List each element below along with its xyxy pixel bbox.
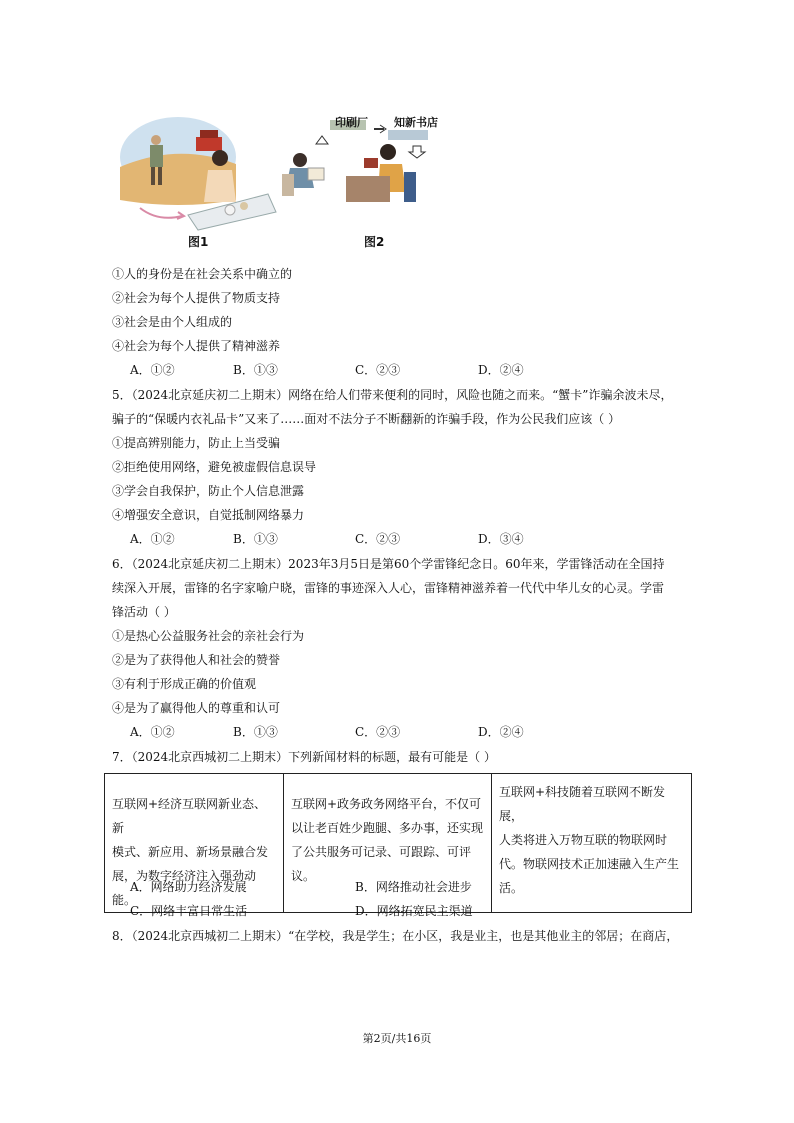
q6-option-b[interactable]: B．①③ — [233, 725, 278, 739]
q5-statement-4: ④增强安全意识，自觉抵制网络暴力 — [112, 508, 305, 522]
q5-option-c[interactable]: C．②③ — [355, 532, 401, 546]
q5-stem-line-2: 骗子的“保暖内衣礼品卡”又来了……面对不法分子不断翻新的诈骗手段，作为公民我们应该（ ） — [112, 412, 621, 426]
q6-stem-line-1: 6．（2024北京延庆初二上期末）2023年3月5日是第60个学雷锋纪念日。60年来，学雷锋活动在全国持 — [112, 557, 665, 571]
q5-statement-2: ②拒绝使用网络，避免被虚假信息误导 — [112, 460, 317, 474]
q4-statement-4: ④社会为每个人提供了精神滋养 — [112, 339, 281, 353]
q6-statement-4: ④是为了赢得他人的尊重和认可 — [112, 701, 281, 715]
fig1-label: 图1 — [188, 235, 209, 249]
q4-option-b[interactable]: B．①③ — [233, 363, 278, 377]
page-number: 第2页/共16页 — [362, 1032, 432, 1045]
q4-statement-1: ①人的身份是在社会关系中确立的 — [112, 267, 293, 281]
q4-option-d[interactable]: D．②④ — [478, 363, 524, 377]
q6-option-c[interactable]: C．②③ — [355, 725, 401, 739]
figure-drawing — [118, 112, 448, 234]
q5-statement-1: ①提高辨别能力，防止上当受骗 — [112, 436, 281, 450]
q5-statement-3: ③学会自我保护，防止个人信息泄露 — [112, 484, 305, 498]
q6-statement-3: ③有利于形成正确的价值观 — [112, 677, 257, 691]
fig2-label: 图2 — [364, 235, 385, 249]
q4-option-a[interactable]: A．①② — [130, 363, 175, 377]
q6-statement-1: ①是热心公益服务社会的亲社会行为 — [112, 629, 305, 643]
news-cell-government: 互联网+政务政务网络平台，不仅可 以让老百姓少跑腿、多办事，还实现 了公共服务可记录、可跟踪、可评议。 — [284, 774, 492, 913]
q8-stem: 8．（2024北京西城初二上期末）“在学校，我是学生；在小区，我是业主，也是其他业主的邻居；在商店， — [112, 929, 679, 943]
q7-option-d[interactable]: D．网络拓宽民主渠道 — [355, 904, 473, 918]
q5-option-a[interactable]: A．①② — [130, 532, 175, 546]
bookstore-label: 知新书店 — [394, 116, 438, 129]
q4-option-c[interactable]: C．②③ — [355, 363, 401, 377]
q6-statement-2: ②是为了获得他人和社会的赞誉 — [112, 653, 281, 667]
q7-option-b[interactable]: B．网络推动社会进步 — [355, 880, 472, 894]
q6-stem-line-2: 续深入开展，雷锋的名字家喻户晓，雷锋的事迹深入人心，雷锋精神滋养着一代代中华儿女的心灵。学雷 — [112, 581, 665, 595]
printing-house-label: 印刷厂 — [335, 116, 368, 129]
q5-option-d[interactable]: D．③④ — [478, 532, 524, 546]
q6-stem-line-3: 锋活动（ ） — [112, 605, 176, 619]
q4-statement-3: ③社会是由个人组成的 — [112, 315, 233, 329]
q6-option-d[interactable]: D．②④ — [478, 725, 524, 739]
q7-option-a[interactable]: A．网络助力经济发展 — [130, 880, 247, 894]
q7-option-c[interactable]: C．网络丰富日常生活 — [130, 904, 248, 918]
q5-stem-line-1: 5．（2024北京延庆初二上期末）网络在给人们带来便利的同时，风险也随之而来。“蟹卡”诈骗余波未尽， — [112, 388, 673, 402]
news-cell-economy: 互联网+经济互联网新业态、新 模式、新应用、新场景融合发 展，为数字经济注入强劲动能。 — [105, 774, 284, 913]
q5-option-b[interactable]: B．①③ — [233, 532, 278, 546]
q6-option-a[interactable]: A．①② — [130, 725, 175, 739]
news-cell-technology: 互联网+科技随着互联网不断发展， 人类将进入万物互联的物联网时 代。物联网技术正加速融入生产生 活。 — [492, 774, 692, 913]
figure-illustration — [118, 112, 448, 234]
q4-statement-2: ②社会为每个人提供了物质支持 — [112, 291, 281, 305]
q7-stem: 7．（2024北京西城初二上期末）下列新闻材料的标题，最有可能是（ ） — [112, 750, 496, 764]
